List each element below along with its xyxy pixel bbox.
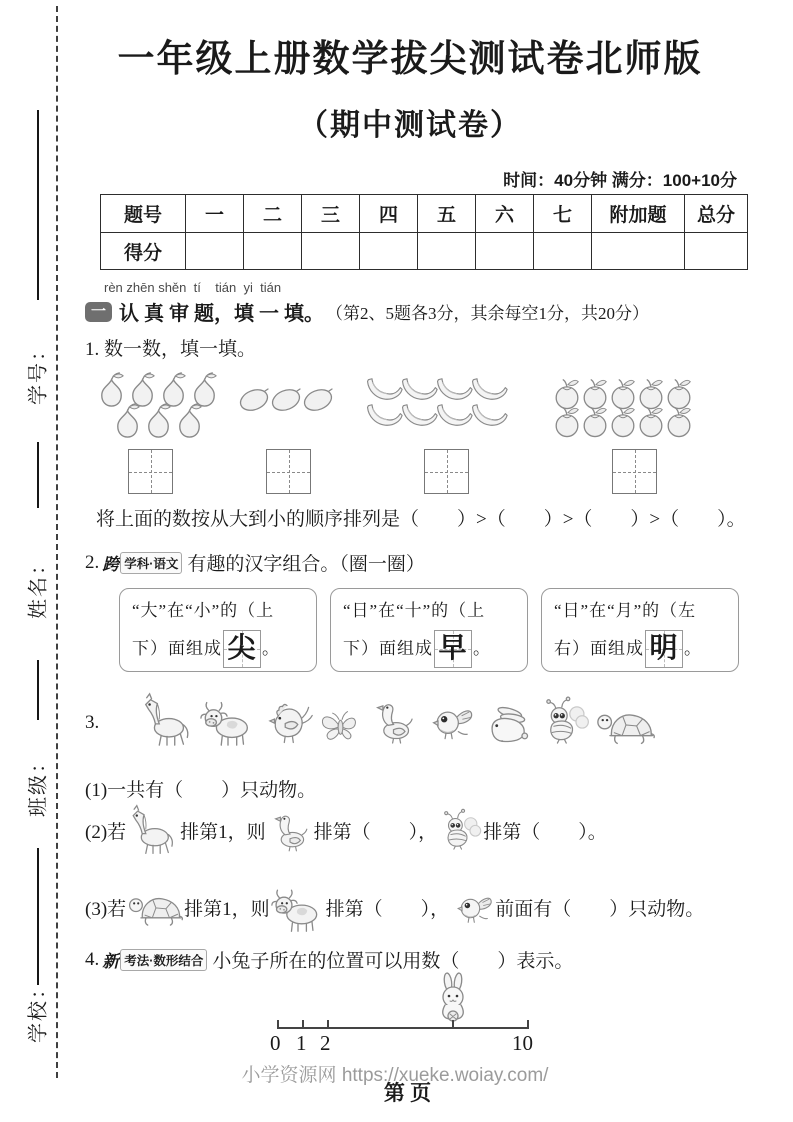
fruit-group-banana [366, 378, 506, 425]
banana-icon [399, 401, 438, 428]
banana-icon [399, 375, 438, 402]
q3-sub2-text: 排第（ ）， [313, 821, 438, 843]
answer-grid-box [128, 449, 173, 494]
mango-icon [236, 385, 272, 415]
write-line [37, 660, 39, 720]
hanzi-grid-box [434, 630, 472, 668]
answer-grid-box [612, 449, 657, 494]
class-label: 班级： [27, 751, 50, 817]
apple-icon [663, 404, 695, 438]
rabbit-icon [479, 692, 535, 750]
header-cell: 三 [302, 195, 360, 233]
fruit-group-pear [96, 374, 220, 436]
fruit-row [553, 407, 693, 435]
q2-number: 2. [85, 551, 100, 573]
card-line1: “日”在“十”的（上 [343, 601, 486, 620]
score-cell [418, 233, 476, 270]
hanzi-char: 明 [649, 633, 679, 664]
hanzi-char: 尖 [227, 633, 257, 664]
mango-icon [300, 385, 336, 415]
card-line1: “日”在“月”的（左 [554, 601, 697, 620]
tick-label: 1 [296, 1031, 307, 1055]
card-line2 [554, 630, 728, 668]
tick [527, 1020, 529, 1027]
hanzi-grid-box [223, 630, 261, 668]
answer-grid-box [424, 449, 469, 494]
card-tail: 。 [473, 639, 491, 658]
header-cell: 五 [418, 195, 476, 233]
bee-icon [437, 805, 483, 855]
new-method-badge-prefix: 新 [102, 952, 120, 971]
q2-header [85, 549, 425, 576]
animals-row [138, 690, 656, 750]
score-row-label: 得分 [101, 233, 186, 270]
score-table-score-row [101, 233, 748, 270]
q3-number: 3. [85, 712, 100, 733]
hanzi-card [330, 588, 528, 672]
pear-icon [141, 402, 176, 439]
banana-icon [469, 401, 508, 428]
banana-icon [364, 401, 403, 428]
turtle-icon [594, 698, 656, 750]
q3-sub2-text: (2)若 [85, 821, 127, 843]
q1-label: 1. 数一数，填一填。 [85, 339, 257, 360]
hanzi-card [541, 588, 739, 672]
tick [327, 1020, 329, 1027]
cross-subject-badge-prefix: 跨 [102, 555, 120, 574]
hanzi-card [119, 588, 317, 672]
card-line2 [343, 630, 517, 668]
goose-icon [266, 804, 314, 856]
header-cell: 题号 [101, 195, 186, 233]
section-title: 认 真 审 题，填 一 填。 [119, 303, 324, 325]
q3-sub1: (1)一共有（ ）只动物。 [85, 780, 317, 801]
butterfly-icon [317, 692, 364, 750]
cow-icon [199, 690, 257, 750]
banana-icon [364, 375, 403, 402]
section-score-note: （第2、5题各3分，其余每空1分，共20分） [326, 304, 649, 323]
score-cell [360, 233, 418, 270]
bird-icon [449, 883, 495, 931]
fruit-row [96, 374, 220, 405]
tick [302, 1020, 304, 1027]
pear-icon [172, 402, 207, 439]
fruit-row [238, 388, 334, 412]
score-cell [244, 233, 302, 270]
school-label: 学校： [27, 977, 50, 1043]
score-cell [302, 233, 360, 270]
q1-order-line: 将上面的数按从大到小的顺序排列是（ ）>（ ）>（ ）>（ ）。 [96, 509, 746, 530]
q3-sub2 [85, 802, 607, 858]
score-table-header-row [101, 195, 748, 233]
fruit-row [553, 379, 693, 407]
card-line2-text: 右）面组成 [554, 639, 644, 658]
student-id-label: 学号： [27, 339, 50, 405]
fruit-group-mango [238, 388, 334, 412]
card-line1: “大”在“小”的（上 [132, 601, 275, 620]
answer-grid-box [266, 449, 311, 494]
tick-label: 2 [320, 1031, 331, 1055]
header-cell: 二 [244, 195, 302, 233]
q3-sub2-text: 排第（ ）。 [483, 821, 607, 843]
fruit-group-apple [553, 379, 693, 435]
page-subtitle: （期中测试卷） [298, 109, 522, 142]
bird-icon [423, 692, 476, 750]
pear-icon [110, 402, 145, 439]
tick-label: 10 [512, 1031, 533, 1055]
header-cell: 一 [186, 195, 244, 233]
card-line2-text: 下）面组成 [132, 639, 222, 658]
header-cell: 总分 [685, 195, 748, 233]
seal-dashed-line [56, 6, 58, 1078]
q3-sub3 [85, 878, 704, 936]
tick [277, 1020, 279, 1027]
score-cell [592, 233, 685, 270]
header-cell: 四 [360, 195, 418, 233]
page-title: 一年级上册数学拔尖测试卷北师版 [117, 38, 703, 79]
score-cell [534, 233, 592, 270]
chicken-icon [260, 690, 314, 750]
score-cell [476, 233, 534, 270]
time-score-meta: 时间：40分钟 满分：100+10分 [503, 171, 737, 190]
horse-icon [126, 802, 180, 858]
banana-icon [469, 375, 508, 402]
turtle-icon [126, 882, 184, 932]
mango-icon [268, 385, 304, 415]
card-line2 [132, 630, 306, 668]
banana-icon [434, 375, 473, 402]
number-line [277, 1027, 529, 1029]
q3-sub3-text: 排第（ ）， [325, 898, 450, 920]
card-line2-text: 下）面组成 [343, 639, 433, 658]
page-number-label: 第 页 [383, 1081, 432, 1105]
pinyin-line: rèn zhēn shěn tí tián yi tián [104, 280, 282, 295]
hanzi-grid-box [645, 630, 683, 668]
rabbit-stand-icon [436, 972, 472, 1026]
tick-label: 0 [270, 1031, 281, 1055]
write-line [37, 848, 39, 985]
new-method-badge: 考法·数形结合 [120, 949, 207, 971]
score-cell [186, 233, 244, 270]
hanzi-char: 早 [438, 633, 468, 664]
goose-icon [367, 690, 420, 750]
fruit-row [112, 405, 205, 436]
student-name-label: 姓名： [27, 553, 50, 619]
watermark: 小学资源网 https://xueke.woiay.com/ [241, 1065, 549, 1086]
section-number-badge: 一 [85, 302, 112, 322]
score-cell [685, 233, 748, 270]
fruit-row [366, 378, 506, 399]
fruit-row [366, 404, 506, 425]
cross-subject-badge: 学科·语文 [120, 552, 182, 574]
banana-icon [434, 401, 473, 428]
q3-sub3-text: (3)若 [85, 898, 127, 920]
write-line [37, 110, 39, 300]
q3-sub3-text: 排第1，则 [184, 898, 270, 920]
q4-header [85, 946, 573, 973]
card-tail: 。 [262, 639, 280, 658]
q3-sub3-text: 前面有（ ）只动物。 [495, 898, 705, 920]
bee-icon [538, 692, 591, 750]
card-tail: 。 [684, 639, 702, 658]
header-cell: 六 [476, 195, 534, 233]
horse-icon [138, 690, 196, 750]
tick [452, 1020, 454, 1027]
q2-title: 有趣的汉字组合。（圈一圈） [187, 554, 425, 575]
q4-text: 小兔子所在的位置可以用数（ ）表示。 [212, 951, 574, 972]
header-cell: 附加题 [592, 195, 685, 233]
q4-number: 4. [85, 948, 100, 970]
q3-sub2-text: 排第1，则 [180, 821, 266, 843]
header-cell: 七 [534, 195, 592, 233]
score-table [100, 194, 748, 270]
write-line [37, 442, 39, 508]
cow-icon [270, 878, 326, 936]
section-one-header [85, 297, 649, 326]
